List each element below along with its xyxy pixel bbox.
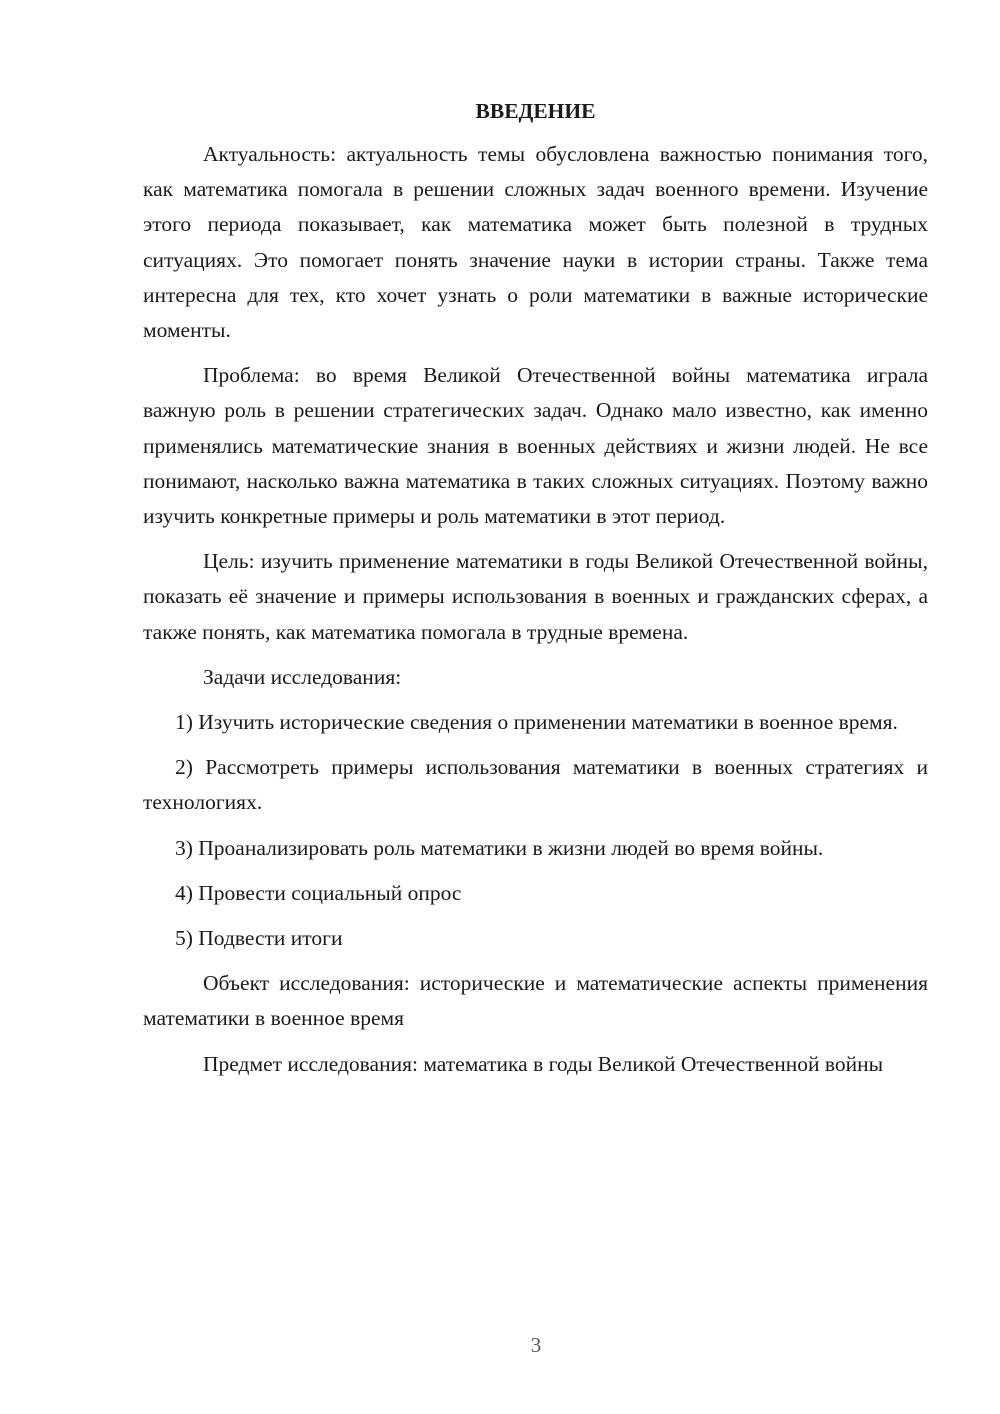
tasks-heading: Задачи исследования: — [203, 664, 402, 689]
subject-paragraph: Предмет исследования: математика в годы Великой Отечественной войны — [203, 1051, 884, 1076]
relevance-paragraph: Актуальность: актуальность темы обусловлена важностью понимания того, как математика помогала в решении сложных задач военного времени. Изучение этого периода показывает, как математика может быть полезной в трудных ситуациях. Это помогает понять значение науки в истории страны. Также тема интересна для тех, кто хочет узнать о роли математики в важные исторические моменты. — [143, 142, 928, 343]
section-title: ВВЕДЕНИЕ — [475, 99, 596, 123]
problem-paragraph: Проблема: во время Великой Отечественной войны математика играла важную роль в решении стратегических задач. Однако мало известно, как именно применялись математические знания в военных действиях и жизни людей. Не все понимают, насколько важна математика в таких сложных ситуациях. Поэтому важно изучить конкретные примеры и роль математики в этот период. — [143, 363, 928, 529]
task-item-4: 4) Провести социальный опрос — [175, 880, 462, 905]
task-item-2: 2) Рассмотреть примеры использования математики в военных стратегиях и технологиях. — [143, 755, 928, 815]
object-paragraph: Объект исследования: исторические и математические аспекты применения математики в военное время — [143, 971, 928, 1031]
document-page — [143, 96, 928, 1092]
page-number: 3 — [530, 1333, 542, 1357]
task-item-1: 1) Изучить исторические сведения о применении математики в военное время. — [175, 710, 898, 735]
task-item-5: 5) Подвести итоги — [175, 926, 343, 951]
goal-paragraph: Цель: изучить применение математики в годы Великой Отечественной войны, показать её значение и примеры использования в военных и гражданских сферах, а также понять, как математика помогала в трудные времена. — [143, 549, 928, 644]
task-item-3: 3) Проанализировать роль математики в жизни людей во время войны. — [175, 835, 824, 860]
